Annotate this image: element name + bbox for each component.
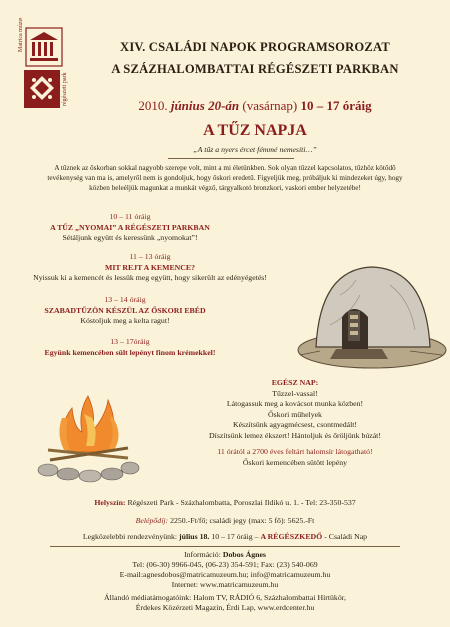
- intro-text: [22, 163, 428, 193]
- program-item-2: [0, 252, 300, 284]
- date-day: június 20-án: [170, 98, 240, 113]
- allday-extra-2: Őskori kemencében sütött lepény: [242, 457, 348, 467]
- venue-text: Régészeti Park - Százhalombatta, Poroszlai Ildikó u. 1. - Tel: 23-350-537: [127, 498, 356, 507]
- allday-line-1: Tűzzel-vassal!: [272, 388, 318, 398]
- program-head: SZABADTŰZÖN KÉSZÜL AZ ŐSKORI EBÉD: [44, 305, 206, 315]
- next-event-time: 10 – 17 óráig –: [211, 532, 259, 541]
- event-date: [80, 98, 430, 114]
- program-item-4: [10, 337, 250, 358]
- allday-head: EGÉSZ NAP:: [271, 378, 319, 387]
- fire-icon: [28, 388, 148, 488]
- program-text: Kóstoljuk meg a kelta ragut!: [80, 316, 170, 325]
- logo-bottom-text: régészeti park: [62, 72, 68, 106]
- contact-partners-1: Állandó médiatámogatóink: Halom TV, RÁDIÓ 6, Százhalombattai Hírtükör,: [104, 593, 346, 602]
- intro-line-3: közben beleéljük magunkat a munkát végző, tárgyalkotó bronzkori, vaskori ember helyzetébe!: [89, 184, 361, 192]
- event-title: A TŰZ NAPJA: [203, 122, 307, 139]
- allday-line-4: Készítsünk agyagmécsest, csontmedált!: [232, 420, 358, 429]
- allday-extra-1: 11 órától a 2700 éves feltárt halomsír látogatható!: [217, 447, 373, 456]
- motto-divider: [168, 158, 294, 159]
- next-event-prefix: Legközelebbi rendezvényünk:: [82, 532, 178, 541]
- program-text: Sétáljunk együtt és keressünk „nyomokat”!: [62, 233, 198, 242]
- allday-line-2: Látogassuk meg a kovácsot munka közben!: [226, 399, 364, 408]
- date-time: 10 – 17 óráig: [300, 98, 372, 113]
- contact-phones: Tel: (06-30) 9966-045, (06-23) 354-591; Fax: (23) 540-069: [132, 560, 318, 569]
- program-head: Együnk kemencében sült lepényt finom krémekkel!: [44, 347, 216, 357]
- program-head: A TŰZ „NYOMAI” A RÉGÉSZETI PARKBAN: [50, 222, 210, 232]
- kiln-illustration: [290, 255, 450, 375]
- program-time: 10 – 11 óráig: [109, 212, 151, 221]
- fees-text: 2250.-Ft/fő; családi jegy (max: 5 fő): 5625.-Ft: [170, 516, 315, 525]
- date-weekday: (vasárnap): [242, 98, 298, 113]
- motto: „A tűz a nyers ércet fémmé nemesíti…”: [193, 145, 317, 154]
- program-item-3: [10, 295, 240, 327]
- contact-info-label: Információ:: [184, 550, 221, 559]
- date-year: 2010.: [138, 98, 168, 113]
- contact-info: [22, 550, 428, 560]
- allday-line-5: Díszítsünk lemez ékszert! Hántoljuk és őröljünk búzát!: [209, 430, 381, 440]
- intro-line-1: A tűznek az őskorban sokkal nagyobb szerepe volt, mint a mi életünkben. Sok olyan tűzzel kapcsolatos, tűzhöz kötődő: [54, 164, 396, 172]
- program-time: 11 – 13 óráig: [129, 252, 171, 261]
- venue-label: Helyszín:: [94, 498, 126, 507]
- next-event-date: július 18.: [179, 532, 210, 541]
- fees-label: Belépődíj:: [135, 516, 169, 525]
- contact-emails: E-mail:agnesdobos@matricamuzeum.hu; info@matricamuzeum.hu: [119, 570, 331, 579]
- header-line-1: XIV. CSALÁDI NAPOK PROGRAMSOROZAT: [120, 40, 390, 54]
- program-item-1: [20, 212, 240, 244]
- allday-line-3: Őskori műhelyek: [268, 409, 322, 419]
- venue-line: [22, 498, 428, 508]
- intro-line-2: tevékenység van ma is, amelyről nem is gondoljuk, hogy őskori eredetű. Figyeljük meg, próbáljuk ki mindezeket úgy, hogy: [47, 174, 403, 182]
- fire-illustration: [28, 388, 148, 488]
- program-time: 13 – 17óráig: [110, 337, 150, 346]
- museum-logo: [14, 18, 78, 114]
- allday-section: [150, 378, 440, 468]
- header-line-2: A SZÁZHALOMBATTAI RÉGÉSZETI PARKBAN: [111, 62, 399, 76]
- program-text: Nyissuk ki a kemencét és lessük meg együtt, hogy sikerült az edényégetés!: [33, 273, 267, 282]
- program-head: MIT REJT A KEMENCE?: [104, 262, 196, 272]
- contact-internet: Internet: www.matricamuzeum.hu: [171, 580, 279, 589]
- footer-divider: [50, 546, 400, 547]
- contact-block: [22, 550, 428, 613]
- logo-top-text: Matrica múzeum: [18, 18, 24, 52]
- museum-logo-icon: [14, 18, 78, 114]
- fees-line: [22, 516, 428, 526]
- next-event-suffix: - Családi Nap: [324, 532, 368, 541]
- program-time: 13 – 14 óráig: [104, 295, 146, 304]
- contact-partners-2: Érdekes Közérzeti Magazin, Érdi Lap, www.erdcenter.hu: [135, 603, 315, 612]
- kiln-icon: [290, 255, 450, 375]
- next-event-name: A RÉGÉSZKEDŐ: [260, 532, 323, 541]
- next-event-line: [22, 532, 428, 542]
- contact-info-name: Dobos Ágnes: [222, 550, 266, 559]
